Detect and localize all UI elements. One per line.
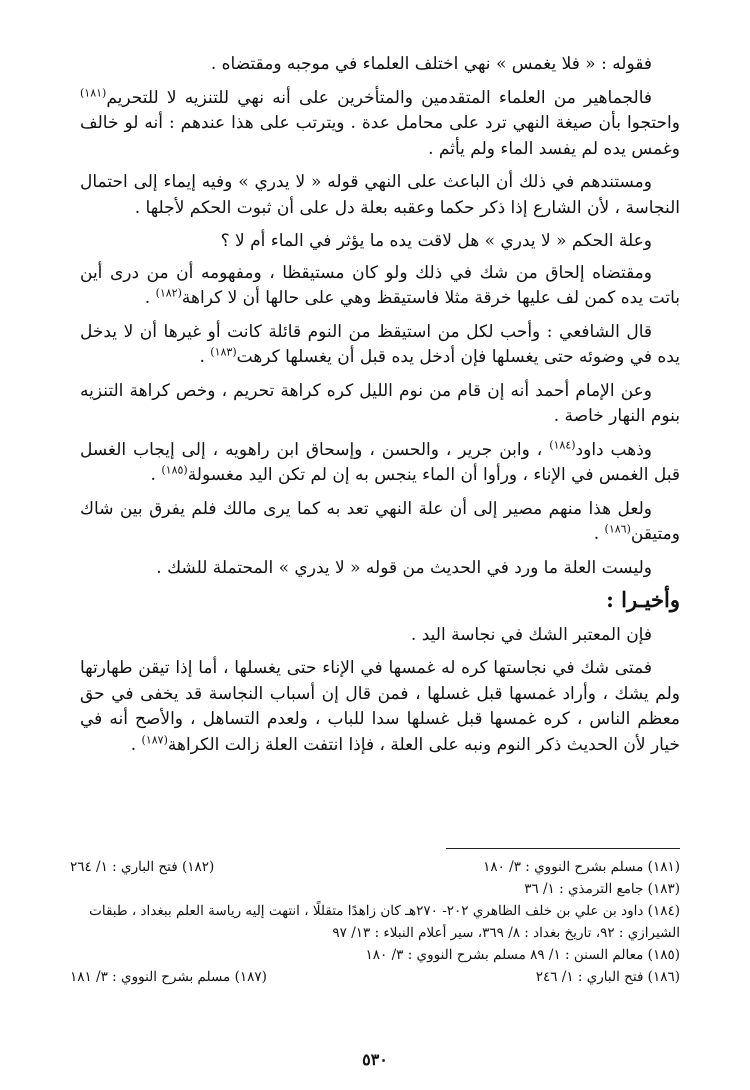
footnote-ref: (١٨٢): [155, 286, 182, 300]
main-text: [80, 52, 680, 766]
footnote-ref: (١٨٤): [549, 437, 576, 451]
footnote-divider: [446, 848, 680, 849]
footnote-row: [70, 856, 680, 878]
paragraph-5: ومقتضاه إلحاق من شك في ذلك ولو كان مستيقظا ، ومفهومه أن من درى أين باتت يده كمن لف عليها خرقة مثلا فاستيقظ وهي على حالها أن لا كراهة$^{(١٨٢)}$ .: [80, 262, 680, 308]
footnote-ref: (١٨١): [80, 85, 107, 99]
paragraph-7: وعن الإمام أحمد أنه إن قام من نوم الليل كره كراهة تحريم ، وخص كراهة التنزيه بنوم النهار خاصة .: [80, 380, 680, 426]
paragraph-12: فمتى شك في نجاستها كره له غمسها في الإناء حتى يغسلها ، أما إذا تيقن طهارتها ولم يشك ، وأراد غمسها قبل غسلها ، فمن قال إن أسباب النجاسة قد يخفى في حق معظم الناس ، كره غمسها قبل غسلها سدا للباب ، ولعدم التساهل ، والأصح أنه في خيار لأن الحديث ذكر النوم ونبه على العلة ، فإذا انتفت العلة زالت الكراهة$^{(١٨٧)}$ .: [80, 658, 680, 755]
footnote-186: (١٨٦) فتح الباري : ١/ ٢٤٦: [535, 969, 680, 985]
footnote-182: (١٨٢) فتح الباري : ١/ ٢٦٤: [70, 859, 215, 875]
paragraph-3: ومستندهم في ذلك أن الباعث على النهي قوله « لا يدري » وفيه إيماء إلى احتمال النجاسة ، لأن الشارع إذا ذكر حكما وعقبه بعلة دل على أن ثبوت الحكم لأجلها .: [80, 172, 680, 218]
paragraph-6: قال الشافعي : وأحب لكل من استيقظ من النوم قائلة كانت أو غيرها أن لا يدخل يده في وضوئه حتى يغسلها فإن أدخل يده قبل أن يغسلها كرهت$^{(١٨٣)}$ .: [80, 321, 680, 367]
footnote-ref: (١٨٧): [141, 732, 168, 746]
footnote-ref: (١٨٦): [604, 522, 631, 536]
paragraph-10: وليست العلة ما ورد في الحديث من قوله « لا يدري » المحتملة للشك .: [156, 557, 652, 578]
footnote-185: (١٨٥) معالم السنن : ١/ ٨٩ مسلم بشرح النووي : ٣/ ١٨٠: [365, 947, 680, 963]
paragraph-2: فالجماهير من العلماء المتقدمين والمتأخرين على أنه نهي للتنزيه لا للتحريم$^{(١٨١)}$ واحتجوا بأن صيغة النهي ترد على محامل عدة . ويترتب على هذا عندهم : أنه لو خالف وغمس يده لم يفسد الماء ولم يأثم .: [80, 85, 680, 159]
paragraph-1: فقوله : « فلا يغمس » نهي اختلف العلماء في موجبه ومقتضاه .: [210, 54, 652, 74]
paragraph-4: وعلة الحكم « لا يدري » هل لاقت يده ما يؤثر في الماء أم لا ؟: [220, 231, 652, 251]
page-number: ٥٣٠: [362, 1050, 388, 1069]
footnote-184: (١٨٤) داود بن علي بن خلف الظاهري ٢٠٢- ٢٧٠هـ كان زاهدًا متقللًا ، انتهت إليه رياسة العلم ببغداد ، طبقات الشيرازي : ٩٢، تاريخ بغداد : ٨/ ٣٦٩، سير أعلام النبلاء : ١٣/ ٩٧: [89, 903, 680, 941]
footnote-row: [70, 966, 680, 988]
paragraph-8: وذهب داود$^{(١٨٤)}$ ، وابن جرير ، والحسن ، وإسحاق ابن راهويه ، إلى إيجاب الغسل قبل الغمس في الإناء ، ورأوا أن الماء ينجس به إن لم تكن اليد مغسولة$^{(١٨٥)}$ .: [80, 437, 680, 485]
footnotes: [70, 856, 680, 988]
footnote-183: (١٨٣) جامع الترمذي : ١/ ٣٦: [524, 881, 680, 897]
paragraph-11: فإن المعتبر الشك في نجاسة اليد .: [410, 624, 652, 645]
footnote-187: (١٨٧) مسلم بشرح النووي : ٣/ ١٨١: [70, 969, 267, 985]
footnote-ref: (١٨٣): [210, 345, 237, 359]
footnote-181: (١٨١) مسلم بشرح النووي : ٣/ ١٨٠: [483, 859, 680, 875]
section-heading: وأخيـرا :: [606, 587, 680, 612]
footnote-ref: (١٨٥): [161, 463, 188, 477]
paragraph-9: ولعل هذا منهم مصير إلى أن علة النهي تعد به كما يرى مالك فلم يفرق بين شاك ومتيقن$^{(١٨٦)}$ .: [80, 498, 680, 544]
